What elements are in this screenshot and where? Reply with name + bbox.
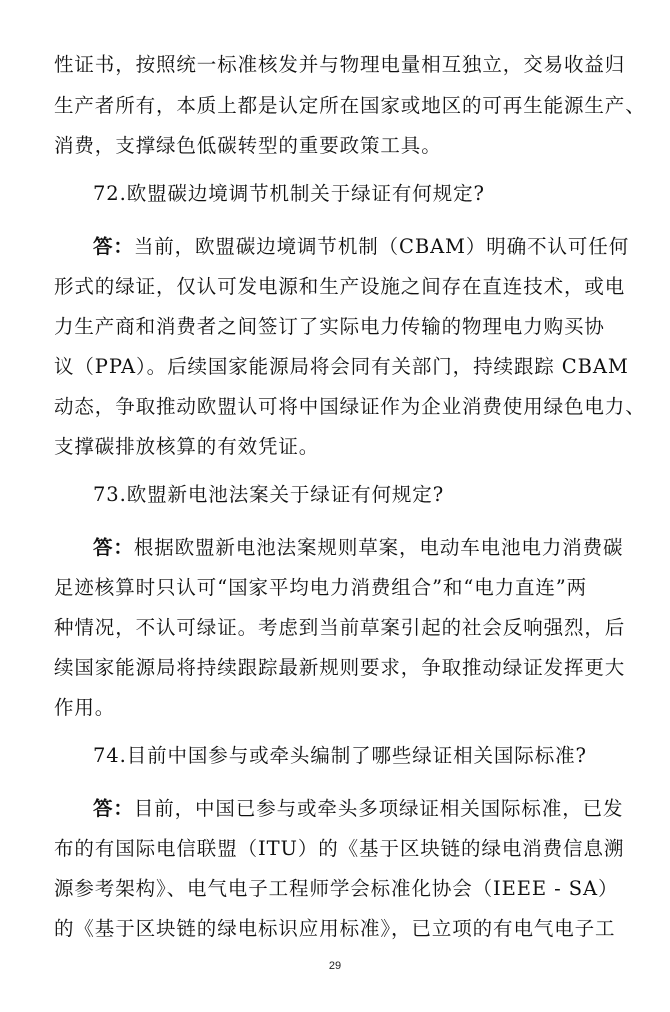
answer-label: 答： xyxy=(93,797,134,820)
body-text-line: 力生产商和消费者之间签订了实际电力传输的物理电力购买协 xyxy=(54,315,605,338)
body-text-line: 形式的绿证，仅认可发电源和生产设施之间存在直连技术，或电 xyxy=(54,275,626,298)
question-73-heading: 73.欧盟新电池法案关于绿证有何规定? xyxy=(93,483,445,506)
answer-72-first-line xyxy=(93,237,629,257)
body-text: 目前，中国已参与或牵头多项绿证相关国际标准，已发 xyxy=(133,797,624,820)
body-text-line: 的《基于区块链的绿电标识应用标准》，已立项的有电气电子工 xyxy=(54,917,616,940)
body-text-line: 消费，支撑绿色低碳转型的重要政策工具。 xyxy=(54,134,442,157)
body-text: 当前，欧盟碳边境调节机制（CBAM）明确不认可任何 xyxy=(133,235,630,258)
question-74-heading: 74.目前中国参与或牵头编制了哪些绿证相关国际标准? xyxy=(93,744,587,767)
answer-label: 答： xyxy=(93,536,134,559)
body-text: 根据欧盟新电池法案规则草案，电动车电池电力消费碳 xyxy=(133,536,624,559)
question-72-heading: 72.欧盟碳边境调节机制关于绿证有何规定? xyxy=(93,182,485,205)
body-text-line: 动态，争取推动欧盟认可将中国绿证作为企业消费使用绿色电力、 xyxy=(54,395,646,418)
answer-label: 答： xyxy=(93,235,134,258)
body-text-line: 种情况，不认可绿证。考虑到当前草案引起的社会反响强烈，后 xyxy=(54,616,626,639)
body-text-line: 作用。 xyxy=(54,696,116,719)
body-text-line: 支撑碳排放核算的有效凭证。 xyxy=(54,435,320,458)
answer-74-first-line xyxy=(93,799,623,819)
body-text-line: 续国家能源局将持续跟踪最新规则要求，争取推动绿证发挥更大 xyxy=(54,656,626,679)
body-text-line: 足迹核算时只认可“国家平均电力消费组合”和“电力直连”两 xyxy=(54,576,588,599)
page-number: 29 xyxy=(328,960,342,972)
body-text-line: 布的有国际电信联盟（ITU）的《基于区块链的绿电消费信息溯 xyxy=(54,837,625,860)
body-text-line: 源参考架构》、电气电子工程师学会标准化协会（IEEE - SA） xyxy=(54,877,619,900)
body-text-line: 性证书，按照统一标准核发并与物理电量相互独立，交易收益归 xyxy=(54,53,626,76)
body-text-line: 生产者所有，本质上都是认定所在国家或地区的可再生能源生产、 xyxy=(54,94,646,117)
body-text-line: 议（PPA）。后续国家能源局将会同有关部门，持续跟踪 CBAM xyxy=(54,355,629,378)
answer-73-first-line xyxy=(93,538,623,558)
